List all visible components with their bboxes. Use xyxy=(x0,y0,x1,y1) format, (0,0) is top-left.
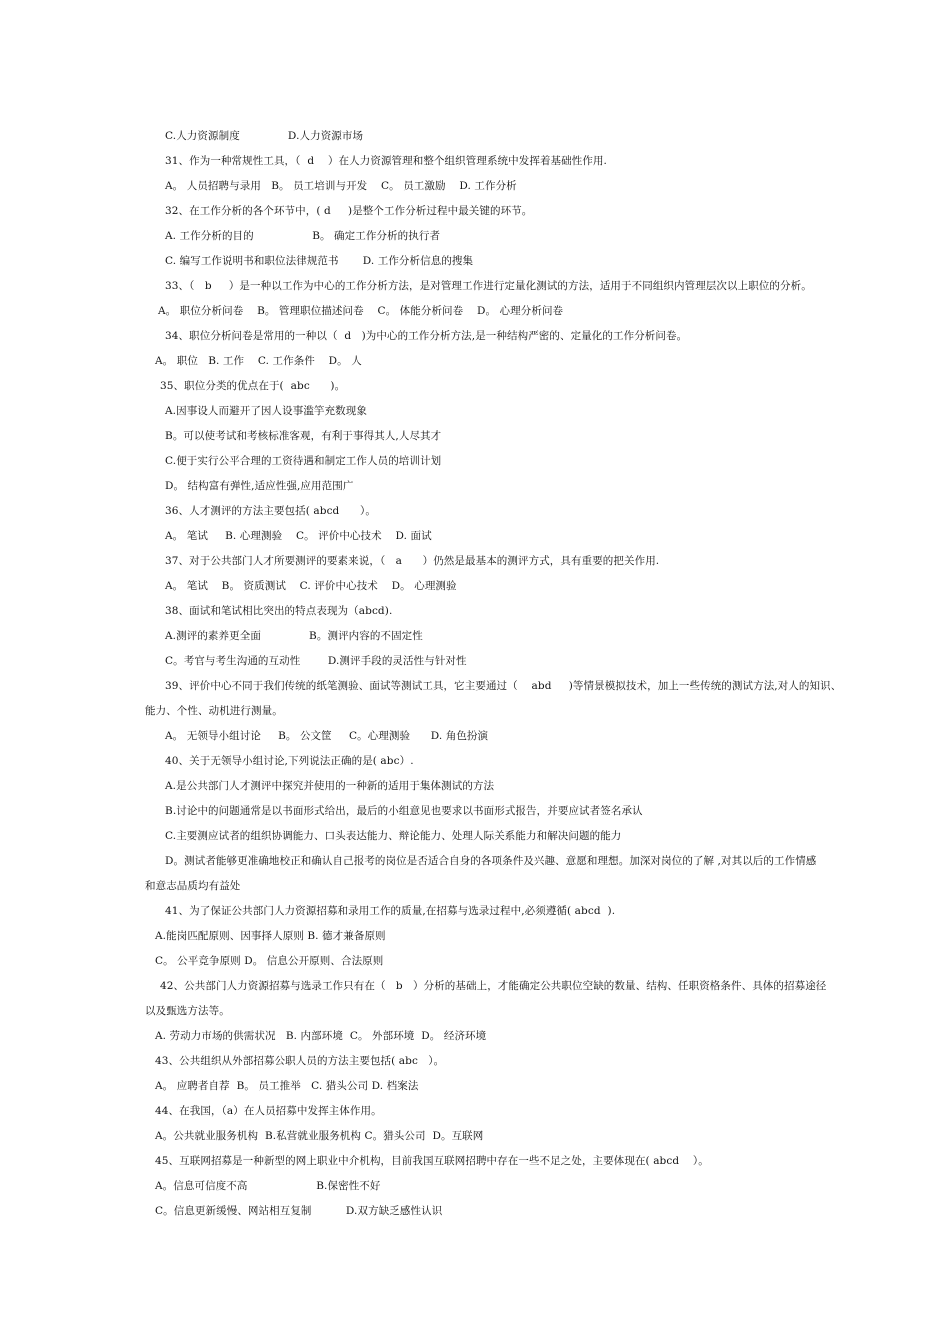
question-43: 43、公共组织从外部招募公职人员的方法主要包括( abc ）。 xyxy=(155,1055,445,1067)
question-32: 32、在工作分析的各个环节中，( d )是整个工作分析过程中最关键的环节。 xyxy=(165,205,533,217)
option-line-45-cd: C。信息更新缓慢、网站相互复制 D.双方缺乏感性认识 xyxy=(155,1205,443,1217)
question-39: 39、评价中心不同于我们传统的纸笔测验、面试等测试工具，它主要通过（ abd )等情景模拟技术，加上一些传统的测试方法,对人的知识、 xyxy=(165,680,842,692)
option-line-32-ab: A. 工作分析的目的 B。 确定工作分析的执行者 xyxy=(165,230,441,242)
question-35: 35、职位分类的优点在于( abc )。 xyxy=(160,380,346,392)
question-41: 41、为了保证公共部门人力资源招募和录用工作的质量,在招募与选录过程中,必须遵循( abcd ). xyxy=(165,905,616,917)
option-line-36: A。 笔试 B. 心理测验 C。 评价中心技术 D. 面试 xyxy=(165,530,432,542)
option-35-d: D。 结构富有弹性,适应性强,应用范围广 xyxy=(165,480,354,492)
option-line-32-cd: C. 编写工作说明书和职位法律规范书 D. 工作分析信息的搜集 xyxy=(165,255,474,267)
option-line-41-ab: A.能岗匹配原则、因事择人原则 B. 德才兼备原则 xyxy=(155,930,386,942)
option-40-d: D。测试者能够更准确地校正和确认自己报考的岗位是否适合自身的各项条件及兴趣、意愿和理想。加深对岗位的了解 ,对其以后的工作情感 xyxy=(165,855,817,867)
question-44: 44、在我国，（a）在人员招募中发挥主体作用。 xyxy=(155,1105,382,1117)
option-line-44: A。公共就业服务机构 B.私营就业服务机构 C。猎头公司 D。互联网 xyxy=(155,1130,484,1142)
option-line-38-cd: C。考官与考生沟通的互动性 D.测评手段的灵活性与针对性 xyxy=(165,655,467,667)
question-38: 38、面试和笔试相比突出的特点表现为（abcd). xyxy=(165,605,393,617)
question-40: 40、关于无领导小组讨论,下列说法正确的是( abc）. xyxy=(165,755,414,767)
question-42-continued: 以及甄选方法等。 xyxy=(145,1005,230,1017)
option-35-a: A.因事设人而避开了因人设事滥竽充数现象 xyxy=(165,405,367,417)
option-line-34: A。 职位 B. 工作 C. 工作条件 D。 人 xyxy=(155,355,362,367)
question-34: 34、职位分析问卷是常用的一种以（ d )为中心的工作分析方法,是一种结构严密的、定量化的工作分析问卷。 xyxy=(165,330,688,342)
question-42: 42、公共部门人力资源招募与选录工作只有在（ b ）分析的基础上，才能确定公共职位空缺的数量、结构、任职资格条件、具体的招募途径 xyxy=(160,980,827,992)
question-45: 45、互联网招募是一种新型的网上职业中介机构，目前我国互联网招聘中存在一些不足之处，主要体现在( abcd ）。 xyxy=(155,1155,709,1167)
option-40-a: A.是公共部门人才测评中探究并使用的一种新的适用于集体测试的方法 xyxy=(165,780,495,792)
option-40-c: C.主要测应试者的组织协调能力、口头表达能力、辩论能力、处理人际关系能力和解决问题的能力 xyxy=(165,830,622,842)
question-37: 37、对于公共部门人才所要测评的要素来说，（ a ）仍然是最基本的测评方式，具有重要的把关作用. xyxy=(165,555,660,567)
option-35-b: B。可以使考试和考核标准客观，有利于事得其人,人尽其才 xyxy=(165,430,442,442)
option-line-30-cd: C.人力资源制度 D.人力资源市场 xyxy=(165,130,364,142)
option-line-41-cd: C。 公平竞争原则 D。 信息公开原则、合法原则 xyxy=(155,955,384,967)
option-line-45-ab: A。信息可信度不高 B.保密性不好 xyxy=(155,1180,381,1192)
question-31: 31、作为一种常规性工具，（ d ）在人力资源管理和整个组织管理系统中发挥着基础性作用. xyxy=(165,155,607,167)
option-40-d-continued: 和意志品质均有益处 xyxy=(145,880,241,892)
option-35-c: C.便于实行公平合理的工资待遇和制定工作人员的培训计划 xyxy=(165,455,442,467)
option-40-b: B.讨论中的问题通常是以书面形式给出，最后的小组意见也要求以书面形式报告，并要应试者签名承认 xyxy=(165,805,643,817)
question-36: 36、人才测评的方法主要包括( abcd ）。 xyxy=(165,505,376,517)
option-line-33: A。 职位分析问卷 B。 管理职位描述问卷 C。 体能分析问卷 D。 心理分析问卷 xyxy=(158,305,564,317)
question-39-continued: 能力、个性、动机进行测量。 xyxy=(145,705,283,717)
option-line-37: A。 笔试 B。 资质测试 C. 评价中心技术 D。 心理测验 xyxy=(165,580,457,592)
option-line-31: A。 人员招聘与录用 B。 员工培训与开发 C。 员工激励 D. 工作分析 xyxy=(165,180,517,192)
option-line-38-ab: A.测评的素养更全面 B。测评内容的不固定性 xyxy=(165,630,423,642)
option-line-43: A。 应聘者自荐 B。 员工推举 C. 猎头公司 D. 档案法 xyxy=(155,1080,419,1092)
option-line-39: A。 无领导小组讨论 B。 公文筐 C。心理测验 D. 角色扮演 xyxy=(165,730,489,742)
question-33: 33、（ b ）是一种以工作为中心的工作分析方法，是对管理工作进行定量化测试的方法，适用于不同组织内管理层次以上职位的分析。 xyxy=(165,280,812,292)
option-line-42: A. 劳动力市场的供需状况 B. 内部环境 C。 外部环境 D。 经济环境 xyxy=(155,1030,487,1042)
